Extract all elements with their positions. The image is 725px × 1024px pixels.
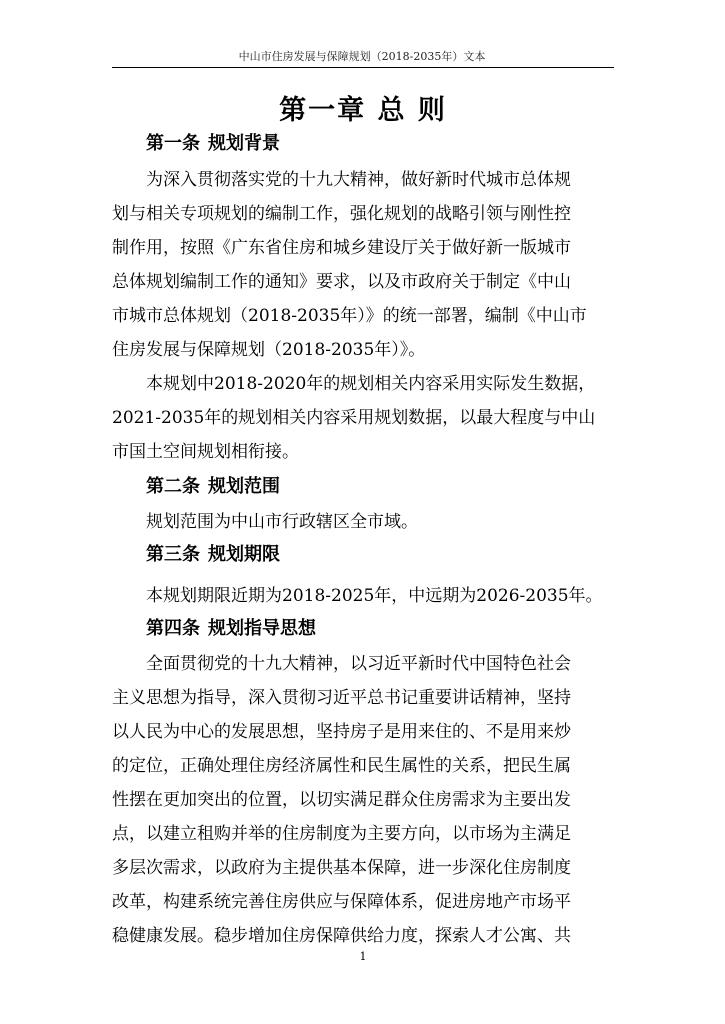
paragraph-line: 以人民为中心的发展思想，坚持房子是用来住的、不是用来炒 xyxy=(112,722,571,742)
section-title: 规划背景 xyxy=(208,133,280,154)
paragraph-line: 改革，构建系统完善住房供应与保障体系，促进房地产市场平 xyxy=(112,892,571,912)
paragraph-line: 全面贯彻党的十九大精神，以习近平新时代中国特色社会 xyxy=(146,654,571,674)
header-rule xyxy=(112,67,614,68)
chapter-title: 第一章 总 则 xyxy=(279,95,447,126)
paragraph-line: 性摆在更加突出的位置，以切实满足群众住房需求为主要出发 xyxy=(112,790,571,810)
paragraph-line: 本规划期限近期为2018-2025年，中远期为2026-2035年。 xyxy=(146,586,603,606)
section-number: 第二条 xyxy=(146,476,200,497)
paragraph-line: 2021-2035年的规划相关内容采用规划数据，以最大程度与中山 xyxy=(112,408,596,428)
paragraph-line: 制作用，按照《广东省住房和城乡建设厅关于做好新一版城市 xyxy=(112,238,571,258)
section-number: 第四条 xyxy=(146,618,200,639)
section-heading-1 xyxy=(146,131,606,157)
section-title: 规划期限 xyxy=(208,544,280,565)
paragraph-line: 本规划中2018-2020年的规划相关内容采用实际发生数据， xyxy=(146,374,596,394)
paragraph-line: 多层次需求，以政府为主提供基本保障，进一步深化住房制度 xyxy=(112,858,571,878)
paragraph-line: 规划范围为中山市行政辖区全市域。 xyxy=(146,512,418,532)
section-heading-3 xyxy=(146,542,606,568)
paragraph-line: 为深入贯彻落实党的十九大精神，做好新时代城市总体规 xyxy=(146,170,571,190)
page-number: 1 xyxy=(359,950,367,963)
section-number: 第一条 xyxy=(146,133,200,154)
paragraph-line: 总体规划编制工作的通知》要求，以及市政府关于制定《中山 xyxy=(112,272,571,292)
paragraph-line: 住房发展与保障规划（2018-2035年）》。 xyxy=(112,340,426,360)
running-header: 中山市住房发展与保障规划（2018-2035年）文本 xyxy=(238,50,486,63)
paragraph-line: 的定位，正确处理住房经济属性和民生属性的关系，把民生属 xyxy=(112,756,571,776)
section-heading-4 xyxy=(146,616,606,642)
paragraph-line: 市国土空间规划相衔接。 xyxy=(112,442,299,462)
paragraph-line: 划与相关专项规划的编制工作，强化规划的战略引领与刚性控 xyxy=(112,204,571,224)
paragraph-line: 主义思想为指导，深入贯彻习近平总书记重要讲话精神，坚持 xyxy=(112,688,571,708)
paragraph-line: 市城市总体规划（2018-2035年）》的统一部署，编制《中山市 xyxy=(112,306,587,326)
paragraph-line: 稳健康发展。稳步增加住房保障供给力度，探索人才公寓、共 xyxy=(112,926,571,946)
section-heading-2 xyxy=(146,474,606,500)
section-title: 规划范围 xyxy=(208,476,280,497)
paragraph-line: 点，以建立租购并举的住房制度为主要方向，以市场为主满足 xyxy=(112,824,571,844)
section-title: 规划指导思想 xyxy=(208,618,316,639)
section-number: 第三条 xyxy=(146,544,200,565)
